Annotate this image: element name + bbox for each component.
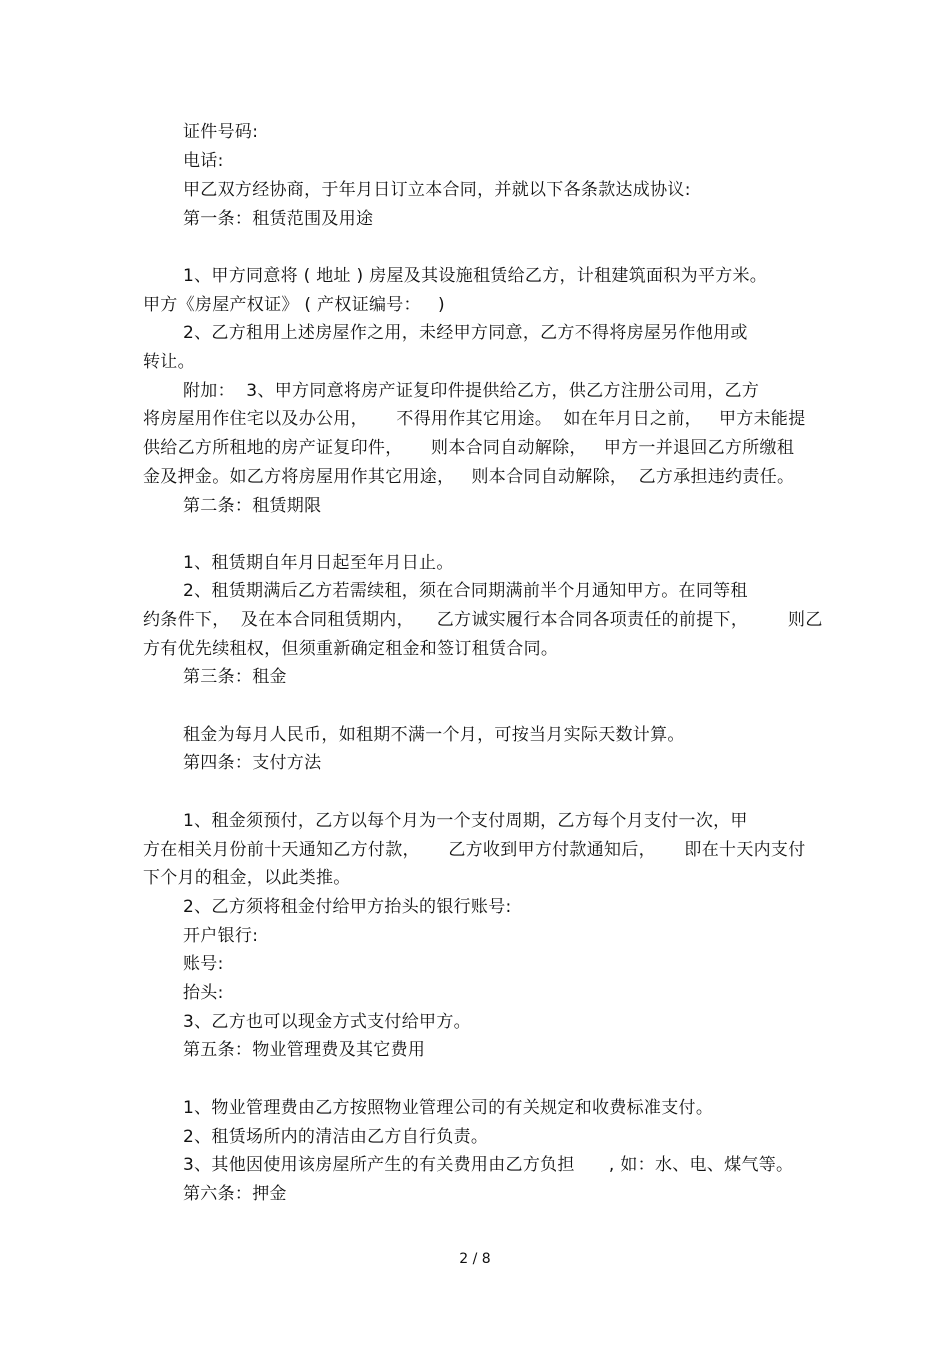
- article-1-clause-2-line-2: 转让。: [143, 352, 195, 372]
- article-1-clause-1-line-1: 1、甲方同意将 ( 地址 ) 房屋及其设施租赁给乙方，计租建筑面积为平方米。: [183, 266, 768, 286]
- article-4-clause-1-line-2: 方在相关月份前十天通知乙方付款， 乙方收到甲方付款通知后， 即在十天内支付: [143, 840, 806, 860]
- page-number: 2 / 8: [459, 1251, 491, 1267]
- article-1-addendum-line-4: 金及押金。如乙方将房屋用作其它用途， 则本合同自动解除， 乙方承担违约责任。: [143, 467, 795, 487]
- article-1-clause-2-line-1: 2、乙方租用上述房屋作之用，未经甲方同意，乙方不得将房屋另作他用或: [183, 323, 748, 343]
- article-4-clause-1-line-1: 1、租金须预付，乙方以每个月为一个支付周期，乙方每个月支付一次，甲: [183, 811, 748, 831]
- phone-label: 电话:: [183, 151, 224, 171]
- article-1-addendum-line-2: 将房屋用作住宅以及办公用， 不得用作其它用途。 如在年月日之前， 甲方未能提: [143, 409, 806, 429]
- article-2-clause-2-line-3: 方有优先续租权，但须重新确定租金和签订租赁合同。: [143, 639, 559, 659]
- article-6-heading: 第六条：押金: [183, 1184, 287, 1204]
- article-1-clause-1-line-2: 甲方《房屋产权证》 ( 产权证编号： ): [143, 295, 445, 315]
- article-5-clause-2: 2、租赁场所内的清洁由乙方自行负责。: [183, 1127, 489, 1147]
- article-2-clause-2-line-1: 2、租赁期满后乙方若需续租，须在合同期满前半个月通知甲方。在同等租: [183, 581, 748, 601]
- article-3-rent-text: 租金为每月人民币，如租期不满一个月，可按当月实际天数计算。: [183, 725, 685, 745]
- account-number-label: 账号:: [183, 954, 224, 974]
- article-5-clause-1: 1、物业管理费由乙方按照物业管理公司的有关规定和收费标准支付。: [183, 1098, 714, 1118]
- bank-name-label: 开户银行:: [183, 926, 259, 946]
- article-5-clause-3: 3、其他因使用该房屋所产生的有关费用由乙方负担 , 如：水、电、煤气等。: [183, 1155, 794, 1175]
- article-4-clause-2: 2、乙方须将租金付给甲方抬头的银行账号:: [183, 897, 512, 917]
- article-1-addendum-line-3: 供给乙方所租地的房产证复印件， 则本合同自动解除， 甲方一并退回乙方所缴租: [143, 438, 795, 458]
- article-2-clause-2-line-2: 约条件下， 及在本合同租赁期内， 乙方诚实履行本合同各项责任的前提下， 则乙: [143, 610, 823, 630]
- article-1-heading: 第一条：租赁范围及用途: [183, 209, 374, 229]
- agreement-intro: 甲乙双方经协商，于年月日订立本合同，并就以下各条款达成协议:: [183, 180, 691, 200]
- article-4-clause-3: 3、乙方也可以现金方式支付给甲方。: [183, 1012, 471, 1032]
- article-5-heading: 第五条：物业管理费及其它费用: [183, 1040, 426, 1060]
- account-holder-label: 抬头:: [183, 983, 224, 1003]
- id-number-label: 证件号码:: [183, 122, 259, 142]
- article-4-clause-1-line-3: 下个月的租金，以此类推。: [143, 868, 351, 888]
- article-4-heading: 第四条：支付方法: [183, 753, 322, 773]
- article-2-heading: 第二条：租赁期限: [183, 496, 322, 516]
- article-1-addendum-line-1: 附加： 3、甲方同意将房产证复印件提供给乙方，供乙方注册公司用，乙方: [183, 381, 760, 401]
- article-3-heading: 第三条：租金: [183, 667, 287, 687]
- article-2-clause-1: 1、租赁期自年月日起至年月日止。: [183, 553, 454, 573]
